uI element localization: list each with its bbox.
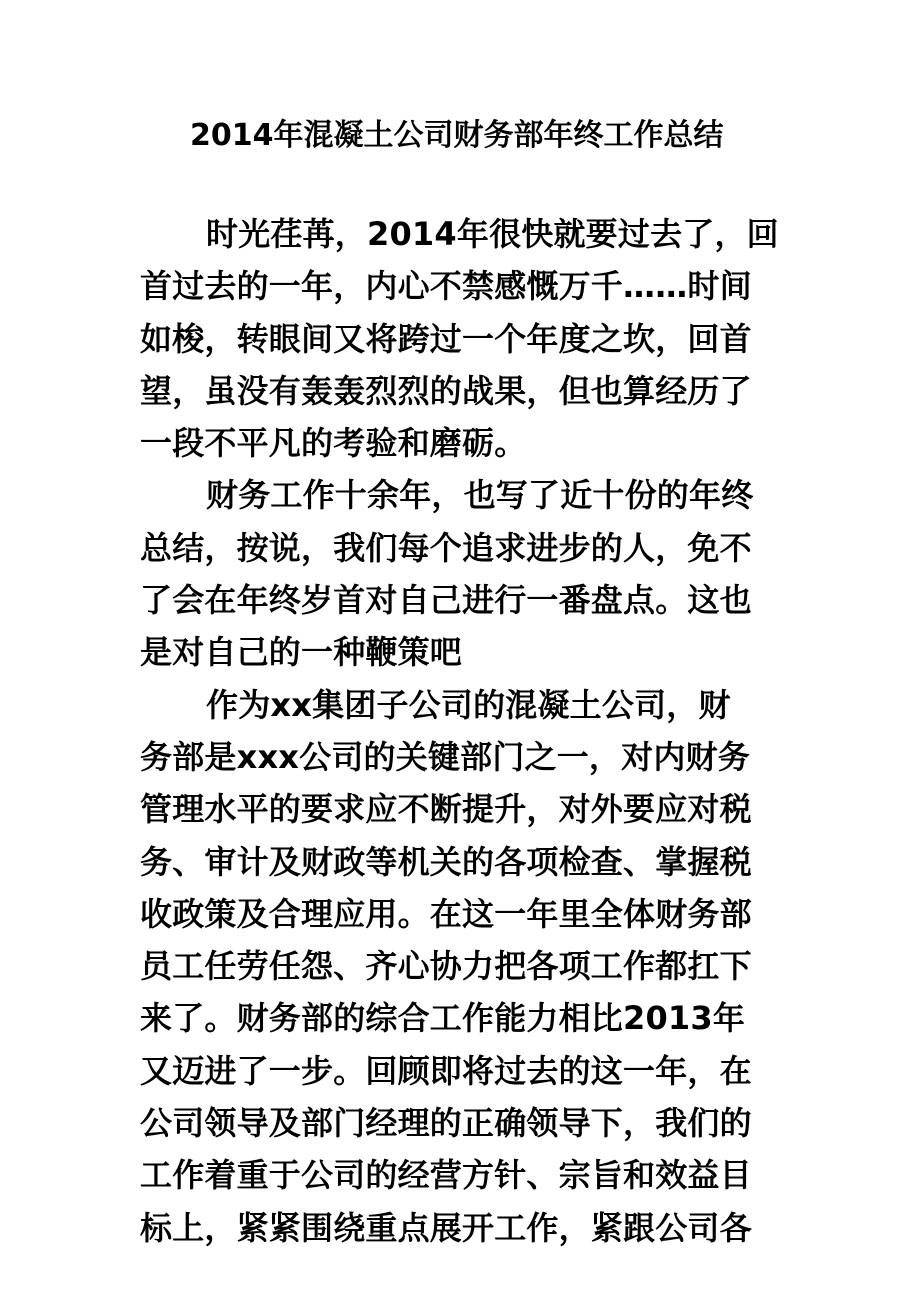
- paragraph-2-line-3: 了会在年终岁首对自己进行一番盘点。这也: [140, 581, 752, 620]
- paragraph-3-line-6: 员工任劳任怨、齐心协力把各项工作都扛下: [140, 947, 752, 986]
- paragraph-3-line-10: 工作着重于公司的经营方针、宗旨和效益目: [140, 1156, 752, 1195]
- paragraph-3-line-2: 务部是xxx公司的关键部门之一，对内财务: [140, 737, 750, 776]
- paragraph-2-line-4: 是对自己的一种鞭策吧: [140, 633, 463, 672]
- paragraph-1-line-3: 如梭，转眼间又将跨过一个年度之坎，回首: [140, 319, 752, 358]
- paragraph-3-line-3: 管理水平的要求应不断提升，对外要应对税: [140, 790, 752, 829]
- paragraph-3-line-9: 公司领导及部门经理的正确领导下，我们的: [140, 1104, 752, 1143]
- paragraph-3-line-5: 收政策及合理应用。在这一年里全体财务部: [140, 894, 752, 933]
- paragraph-3-line-1: 作为xx集团子公司的混凝土公司，财: [206, 685, 731, 724]
- paragraph-2-line-1: 财务工作十余年，也写了近十份的年终: [206, 476, 754, 515]
- document-body: [140, 208, 785, 1254]
- paragraph-1-line-4: 望，虽没有轰轰烈烈的战果，但也算经历了: [140, 371, 752, 410]
- paragraph-1-line-5: 一段不平凡的考验和磨砺。: [140, 424, 527, 463]
- paragraph-3-line-4: 务、审计及财政等机关的各项检查、掌握税: [140, 842, 752, 881]
- document-title: 2014年混凝土公司财务部年终工作总结: [190, 118, 724, 153]
- paragraph-3-line-11: 标上，紧紧围绕重点展开工作，紧跟公司各: [140, 1208, 752, 1247]
- paragraph-1-line-2: 首过去的一年，内心不禁感慨万千……时间: [140, 267, 752, 306]
- paragraph-1-line-1: 时光荏苒，2014年很快就要过去了，回: [206, 215, 779, 253]
- paragraph-2-line-2: 总结，按说，我们每个追求进步的人，免不: [140, 528, 752, 567]
- paragraph-3-line-7: 来了。财务部的综合工作能力相比2013年: [140, 999, 746, 1038]
- paragraph-3-line-8: 又迈进了一步。回顾即将过去的这一年，在: [140, 1051, 752, 1090]
